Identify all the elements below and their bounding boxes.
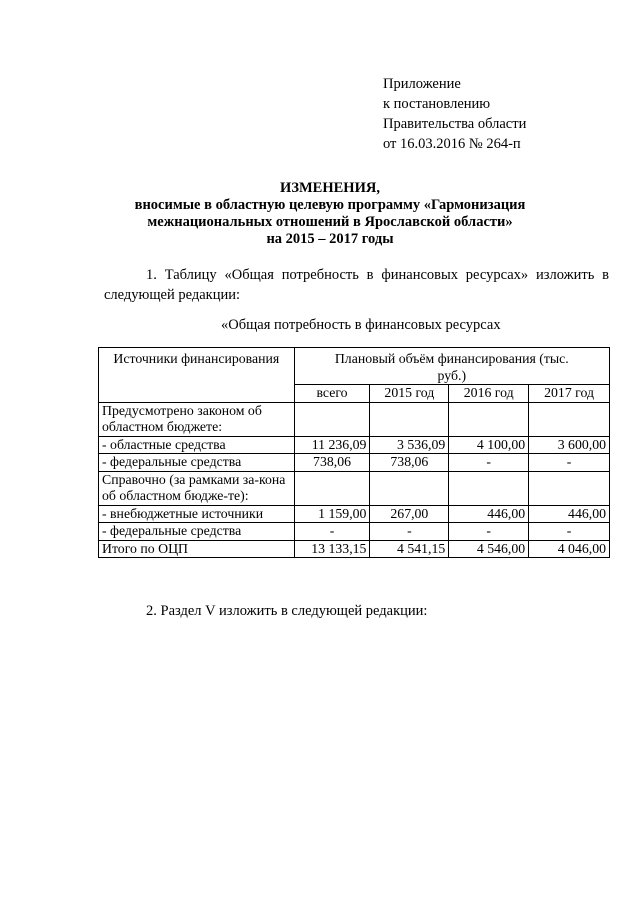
row-label: - областные средства xyxy=(99,436,295,454)
cell-total: - xyxy=(294,523,370,541)
header-total: всего xyxy=(294,385,370,403)
row-label: - федеральные средства xyxy=(99,454,295,472)
cell-2017: 3 600,00 xyxy=(529,436,610,454)
cell-total: 11 236,09 xyxy=(294,436,370,454)
appendix-line-4: от 16.03.2016 № 264-п xyxy=(383,136,521,152)
cell-2016: 4 100,00 xyxy=(449,436,529,454)
cell-2015 xyxy=(370,402,449,436)
cell-total: 13 133,15 xyxy=(294,540,370,558)
title-line-1: ИЗМЕНЕНИЯ, xyxy=(280,180,380,196)
appendix-line-3: Правительства области xyxy=(383,116,527,132)
cell-2017: - xyxy=(529,454,610,472)
title-line-4: на 2015 – 2017 годы xyxy=(266,231,394,247)
table-row xyxy=(99,454,610,472)
table-row xyxy=(99,436,610,454)
table-caption: «Общая потребность в финансовых ресурсах xyxy=(221,317,501,333)
cell-total xyxy=(294,402,370,436)
title-line-2: вносимые в областную целевую программу «Гармонизация xyxy=(134,197,526,213)
paragraph-2: 2. Раздел V изложить в следующей редакции: xyxy=(146,603,428,619)
cell-total: 738,06 xyxy=(294,454,370,472)
cell-2015: 3 536,09 xyxy=(370,436,449,454)
header-2016: 2016 год xyxy=(449,385,529,403)
cell-2016: 4 546,00 xyxy=(449,540,529,558)
appendix-line-1: Приложение xyxy=(383,76,461,92)
cell-2016: - xyxy=(449,523,529,541)
cell-2017: - xyxy=(529,523,610,541)
cell-total: 1 159,00 xyxy=(294,505,370,523)
table-row xyxy=(99,471,610,505)
row-label: - внебюджетные источники xyxy=(99,505,295,523)
header-sources: Источники финансирования xyxy=(99,348,295,403)
row-label: Итого по ОЦП xyxy=(99,540,295,558)
row-label: - федеральные средства xyxy=(99,523,295,541)
table-row xyxy=(99,402,610,436)
cell-2015: 4 541,15 xyxy=(370,540,449,558)
cell-2015: 267,00 xyxy=(370,505,449,523)
table-header-row xyxy=(99,348,610,385)
cell-2017: 4 046,00 xyxy=(529,540,610,558)
table-row xyxy=(99,540,610,558)
cell-2015: - xyxy=(370,523,449,541)
header-2017: 2017 год xyxy=(529,385,610,403)
cell-2017 xyxy=(529,471,610,505)
cell-2016 xyxy=(449,471,529,505)
table-row xyxy=(99,523,610,541)
cell-2017 xyxy=(529,402,610,436)
appendix-line-2: к постановлению xyxy=(383,96,491,112)
row-label: Предусмотрено законом об областном бюджете: xyxy=(99,402,295,436)
header-2015: 2015 год xyxy=(370,385,449,403)
cell-2015: 738,06 xyxy=(370,454,449,472)
cell-2017: 446,00 xyxy=(529,505,610,523)
cell-2016 xyxy=(449,402,529,436)
cell-2016: 446,00 xyxy=(449,505,529,523)
paragraph-1: 1. Таблицу «Общая потребность в финансовых ресурсах» изложить в следующей редакции: xyxy=(104,267,609,303)
cell-total xyxy=(294,471,370,505)
appendix-block xyxy=(383,74,526,154)
cell-2016: - xyxy=(449,454,529,472)
document-title xyxy=(90,180,570,248)
table-row xyxy=(99,505,610,523)
header-planned: Плановый объём финансирования (тыс. руб.) xyxy=(294,348,609,385)
title-line-3: межнациональных отношений в Ярославской области» xyxy=(147,214,513,230)
financing-table xyxy=(98,347,610,558)
row-label: Справочно (за рамками за-кона об областном бюдже-те): xyxy=(99,471,295,505)
cell-2015 xyxy=(370,471,449,505)
